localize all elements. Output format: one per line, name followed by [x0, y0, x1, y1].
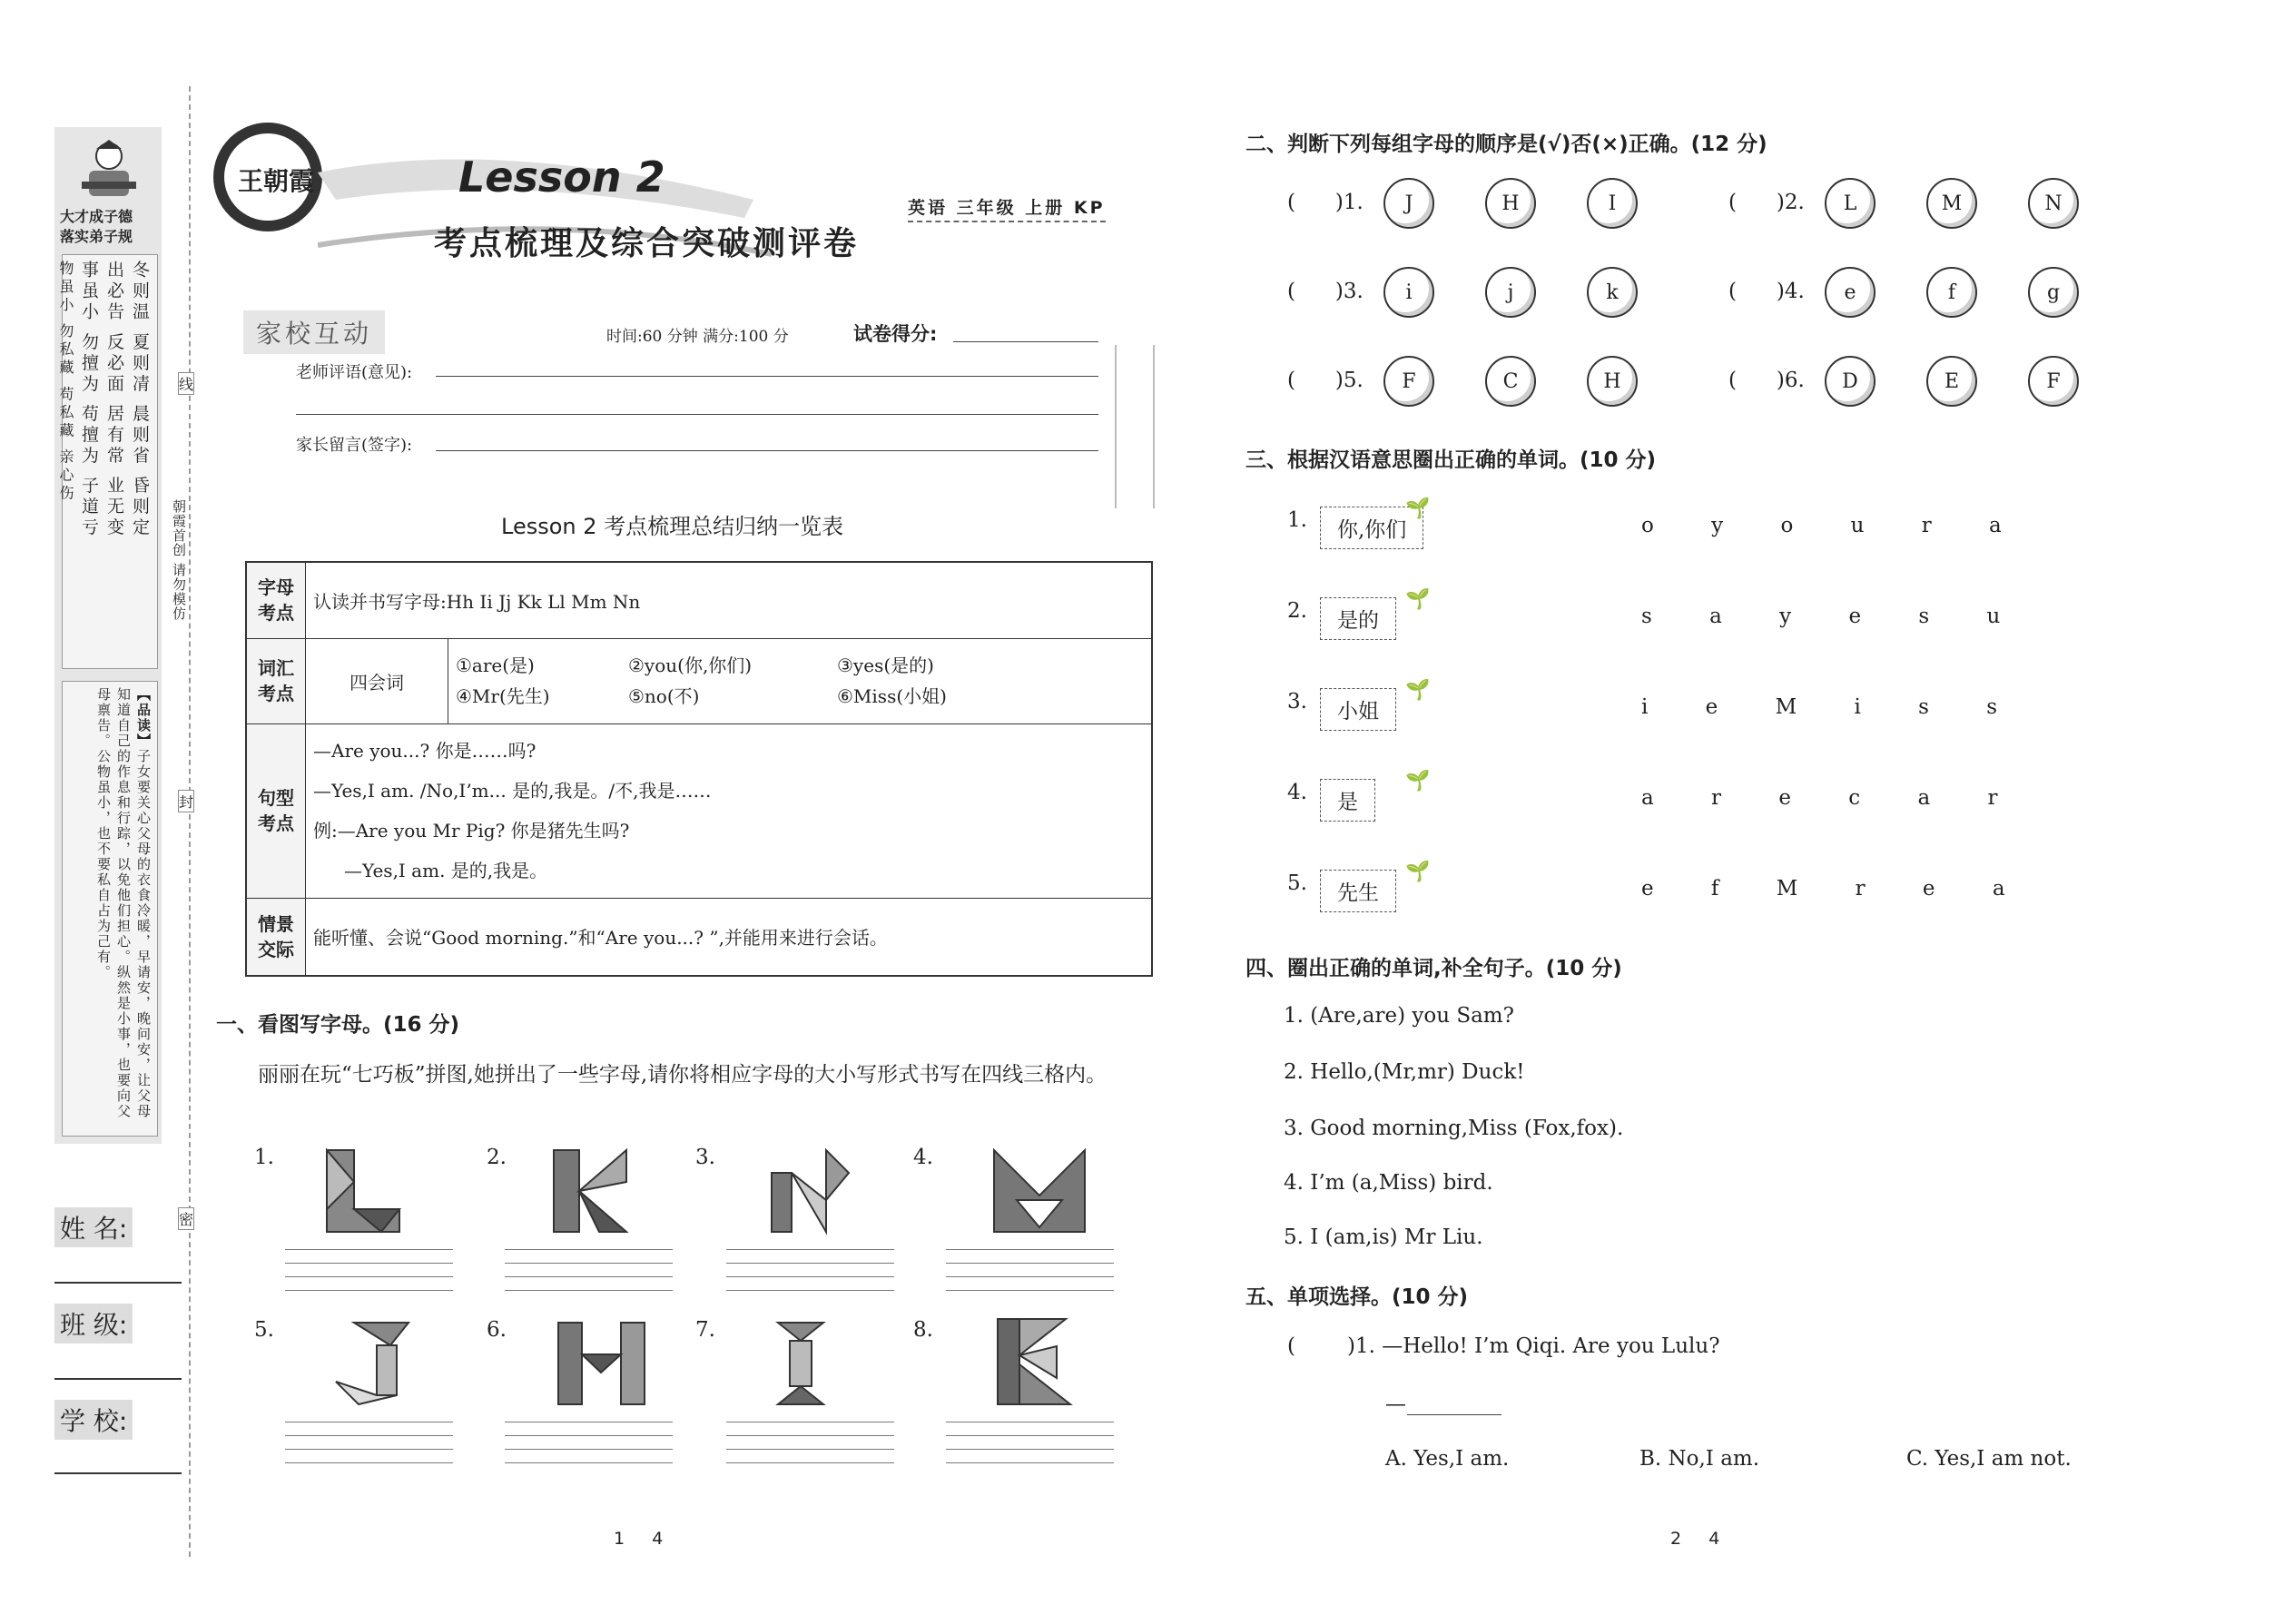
q2-paren[interactable]: ( )1. — [1287, 191, 1364, 214]
letter-badge: j — [1485, 267, 1536, 318]
tangram-m-icon — [989, 1146, 1089, 1240]
page-number-right: 2 4 — [1670, 1529, 1720, 1549]
vocab-items — [448, 638, 1153, 723]
side-note: 朝霞首创 请勿模仿 — [171, 499, 187, 621]
q3-letters[interactable]: s a y e s u — [1641, 605, 2026, 628]
cut-mark-3: 密 — [178, 1207, 194, 1230]
writing-lines[interactable] — [726, 1409, 894, 1463]
q5-option-c[interactable]: C. Yes,I am not. — [1906, 1447, 2072, 1471]
lesson-title: Lesson 2 — [458, 153, 665, 202]
letter-badge: N — [2028, 178, 2079, 229]
q1-title: 一、看图写字母。(16 分) — [216, 1013, 460, 1037]
vocab-item: ⑥Miss(小姐) — [837, 685, 947, 707]
letter-badge: M — [1926, 178, 1977, 229]
letter-badge: H — [1587, 356, 1638, 407]
q5-answer-paren[interactable]: ( — [1287, 1334, 1335, 1358]
brand-logo — [209, 118, 327, 236]
sprout-icon: 🌱 — [1405, 588, 1431, 611]
letter-badge: I — [1587, 178, 1638, 229]
q5-title: 五、单项选择。(10 分) — [1245, 1285, 1469, 1309]
sentence-body — [306, 723, 1153, 898]
letter-badge: F — [1383, 356, 1434, 407]
summary-table — [245, 561, 1153, 977]
q5-answer-line[interactable] — [1407, 1414, 1501, 1415]
tangram-j-icon — [327, 1318, 427, 1412]
q1-num: 1. — [254, 1146, 274, 1169]
q1-num: 5. — [254, 1318, 274, 1342]
q4-item: 1. (Are,are) you Sam? — [1284, 1004, 1514, 1028]
letter-badge: k — [1587, 267, 1638, 318]
reading-box — [62, 681, 158, 1137]
verse-column-4: 物虽小 勿私藏 苟私藏 亲心伤 — [57, 261, 74, 504]
writing-lines[interactable] — [505, 1236, 673, 1291]
cut-mark-2: 封 — [178, 790, 194, 812]
q1-num: 7. — [695, 1318, 715, 1342]
school-field[interactable] — [54, 1472, 182, 1474]
tangram-i-icon — [773, 1318, 828, 1412]
q3-chinese: 是 — [1320, 779, 1375, 822]
letter-badge: f — [1926, 267, 1977, 318]
q5-option-b[interactable]: B. No,I am. — [1639, 1447, 1760, 1471]
q3-title: 三、根据汉语意思圈出正确的单词。(10 分) — [1245, 448, 1657, 472]
vocab-sub: 四会词 — [306, 638, 448, 723]
vocab-item: ⑤no(不) — [628, 685, 700, 707]
letter-badge: L — [1825, 178, 1876, 229]
slogan-1: 大才成子德 — [60, 208, 133, 225]
q4-item: 5. I (am,is) Mr Liu. — [1284, 1225, 1483, 1249]
q3-chinese: 是的 — [1320, 597, 1396, 640]
vocab-item: ④Mr(先生) — [456, 685, 550, 707]
q4-title: 四、圈出正确的单词,补全句子。(10 分) — [1245, 957, 1622, 980]
letter-badge: D — [1825, 356, 1876, 407]
school-label: 学 校: — [54, 1400, 133, 1440]
main-title: 考点梳理及综合突破测评卷 — [434, 224, 860, 262]
letter-badge: g — [2028, 267, 2079, 318]
teacher-comment-field[interactable] — [436, 376, 1098, 377]
q3-chinese: 先生 — [1320, 870, 1396, 912]
page-number-left: 1 4 — [614, 1529, 664, 1549]
q1-num: 6. — [487, 1318, 507, 1342]
q2-paren[interactable]: ( )6. — [1728, 369, 1805, 392]
tangram-n-icon — [763, 1146, 862, 1240]
q1-num: 2. — [487, 1146, 507, 1169]
binding-dashed-line — [189, 86, 191, 1557]
vocab-head: 词汇考点 — [246, 638, 306, 723]
letter-badge: F — [2028, 356, 2079, 407]
q4-item: 4. I’m (a,Miss) bird. — [1284, 1171, 1493, 1195]
q3-letters[interactable]: e f M r e a — [1641, 877, 2031, 901]
q3-chinese: 你,你们 — [1320, 507, 1423, 549]
q1-num: 4. — [913, 1146, 933, 1169]
q1-desc: 丽丽在玩“七巧板”拼图,她拼出了一些字母,请你将相应字母的大小写形式书写在四线三格内。 — [258, 1063, 1108, 1087]
vocab-row — [246, 638, 1152, 723]
q3-letters[interactable]: i e M i s s — [1641, 695, 2023, 719]
letter-badge: E — [1926, 356, 1977, 407]
parent-label: 家长留言(签字): — [296, 436, 413, 455]
tangram-b-icon — [993, 1314, 1075, 1412]
tangram-l-icon — [318, 1146, 418, 1240]
score-field[interactable] — [953, 341, 1098, 342]
decor-frame — [1115, 345, 1155, 508]
interact-label: 家校互动 — [243, 310, 385, 354]
letter-badge: C — [1485, 356, 1536, 407]
cut-mark-1: 线 — [178, 372, 194, 395]
q3-chinese: 小姐 — [1320, 688, 1396, 731]
margin-panel — [54, 127, 162, 1144]
class-label: 班 级: — [54, 1304, 133, 1343]
sentence-head: 句型考点 — [246, 723, 306, 898]
sentence-line: —Yes,I am. /No,I’m... 是的,我是。/不,我是…… — [313, 780, 712, 802]
q5-option-a[interactable]: A. Yes,I am. — [1385, 1447, 1510, 1471]
letter-badge: e — [1825, 267, 1876, 318]
q2-paren[interactable]: ( )5. — [1287, 369, 1364, 392]
vocab-item: ③yes(是的) — [837, 655, 934, 676]
q1-num: 8. — [913, 1318, 933, 1342]
score-label: 试卷得分: — [853, 323, 938, 345]
verse-column-2: 出必告 反必面 居有常 业无变 — [104, 261, 124, 539]
q2-paren[interactable]: ( )3. — [1287, 280, 1364, 303]
vocab-item: ①are(是) — [456, 655, 535, 676]
sentence-line: 例:—Are you Mr Pig? 你是猪先生吗? — [313, 820, 630, 842]
verse-column-3: 事虽小 勿擅为 苟擅为 子道亏 — [79, 261, 99, 539]
q5-dash: — — [1385, 1393, 1406, 1416]
reading-text: 【品读】子女要关心父母的衣食冷暖，早请安，晚问安，让父母知道自己的作息和行踪，以免他们担心。纵然是小事，也要向父母禀告。公物虽小，也不要私自占为己有。 — [95, 687, 152, 1119]
brand-name: 王朝霞 — [238, 166, 315, 196]
q3-num: 4. — [1287, 781, 1307, 804]
situation-row — [246, 898, 1152, 976]
class-field[interactable] — [54, 1378, 182, 1380]
letters-head: 字母考点 — [246, 562, 306, 638]
q4-item: 2. Hello,(Mr,mr) Duck! — [1284, 1060, 1525, 1084]
name-field[interactable] — [54, 1282, 182, 1284]
letter-badge: H — [1485, 178, 1536, 229]
sprout-icon: 🌱 — [1405, 861, 1431, 883]
q3-num: 3. — [1287, 690, 1307, 714]
parent-comment-field[interactable] — [436, 450, 1098, 451]
situation-body: 能听懂、会说“Good morning.”和“Are you...? ”,并能用来进行会话。 — [306, 898, 1153, 976]
letter-badge: J — [1383, 178, 1434, 229]
summary-caption: Lesson 2 考点梳理总结归纳一览表 — [501, 514, 844, 539]
tangram-k-icon — [545, 1146, 645, 1240]
verse-column-1: 冬则温 夏则凊 晨则省 昏则定 — [130, 261, 150, 539]
letter-badge: i — [1383, 267, 1434, 318]
verse-box — [57, 254, 158, 669]
writing-lines[interactable] — [726, 1236, 894, 1291]
tangram-h-icon — [554, 1318, 654, 1412]
q2-paren[interactable]: ( )2. — [1728, 191, 1805, 214]
q3-letters[interactable]: a r e c a r — [1641, 786, 2023, 810]
q2-paren[interactable]: ( )4. — [1728, 280, 1805, 303]
q4-item: 3. Good morning,Miss (Fox,fox). — [1284, 1117, 1624, 1140]
sprout-icon: 🌱 — [1405, 679, 1431, 702]
sprout-icon: 🌱 — [1405, 770, 1431, 792]
q3-num: 2. — [1287, 599, 1307, 623]
situation-head: 情景交际 — [246, 898, 306, 976]
q2-title: 二、判断下列每组字母的顺序是(√)否(×)正确。(12 分) — [1245, 133, 1767, 156]
writing-lines[interactable] — [946, 1236, 1114, 1291]
writing-lines[interactable] — [285, 1236, 453, 1291]
sprout-icon: 🌱 — [1405, 497, 1431, 520]
scholar-illustration — [73, 136, 145, 200]
subject-tag: 英语 三年级 上册 KP — [908, 194, 1106, 222]
writing-lines[interactable] — [285, 1409, 453, 1463]
teacher-label: 老师评语(意见): — [296, 363, 413, 382]
q3-num: 1. — [1287, 508, 1307, 532]
time-info: 时间:60 分钟 满分:100 分 — [606, 328, 789, 346]
name-label: 姓 名: — [54, 1207, 133, 1247]
q1-num: 3. — [695, 1146, 715, 1169]
q3-num: 5. — [1287, 871, 1307, 895]
q5-question: )1. —Hello! I’m Qiqi. Are you Lulu? — [1347, 1334, 1720, 1358]
sentence-line: —Yes,I am. 是的,我是。 — [344, 860, 548, 881]
writing-lines[interactable] — [946, 1409, 1114, 1463]
sentence-line: —Are you...? 你是……吗? — [313, 740, 537, 762]
letters-row — [246, 562, 1152, 638]
letters-body: 认读并书写字母:Hh Ii Jj Kk Ll Mm Nn — [306, 562, 1153, 638]
q3-letters[interactable]: o y o u r a — [1641, 514, 2027, 537]
vocab-item: ②you(你,你们) — [628, 655, 753, 676]
teacher-comment-line-2[interactable] — [296, 414, 1098, 415]
slogan-2: 落实弟子规 — [60, 228, 133, 245]
writing-lines[interactable] — [505, 1409, 673, 1463]
sentence-row — [246, 723, 1152, 898]
